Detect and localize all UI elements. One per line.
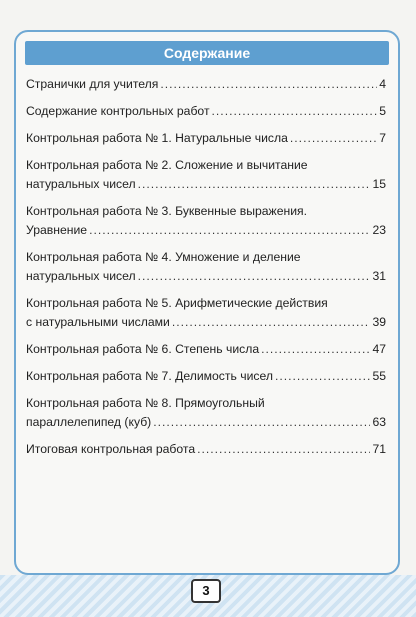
toc-entry (26, 440, 386, 459)
toc-entry-title: Контрольная работа № 2. Сложение и вычитание (26, 158, 308, 172)
toc-leader-dots (89, 221, 370, 240)
toc-leader-dots (290, 129, 377, 148)
toc-leader-dots (261, 340, 370, 359)
toc-entry (26, 248, 386, 286)
toc-entry-title: Контрольная работа № 3. Буквенные выражения. (26, 204, 308, 218)
toc-leader-dots (153, 413, 370, 432)
toc-entry (26, 75, 386, 94)
toc-leader-dots (275, 367, 370, 386)
toc-entry-title: Контрольная работа № 7. Делимость чисел (26, 369, 273, 383)
toc-entry (26, 129, 386, 148)
toc-entry-title: Контрольная работа № 4. Умножение и деление (26, 250, 301, 264)
toc-entry (26, 294, 386, 332)
toc-entry-title: Уравнение (26, 223, 88, 237)
page-number: 3 (191, 579, 221, 603)
toc-entry-title: Контрольная работа № 8. Прямоугольный (26, 396, 265, 410)
toc-entry-page: 39 (372, 315, 386, 329)
toc-heading: Содержание (25, 41, 389, 65)
toc-leader-dots (138, 175, 371, 194)
toc-entry (26, 202, 386, 240)
table-of-contents (26, 75, 386, 467)
toc-entry (26, 394, 386, 432)
toc-entry-page: 15 (372, 177, 386, 191)
toc-leader-dots (197, 440, 370, 459)
toc-entry-page: 7 (379, 131, 386, 145)
toc-entry-page: 31 (372, 269, 386, 283)
toc-entry (26, 102, 386, 121)
toc-entry-title: Содержание контрольных работ (26, 104, 210, 118)
toc-entry-title: натуральных чисел (26, 269, 136, 283)
toc-entry-page: 55 (372, 369, 386, 383)
toc-entry-title: Контрольная работа № 6. Степень числа (26, 342, 260, 356)
toc-entry (26, 156, 386, 194)
toc-entry-page: 47 (372, 342, 386, 356)
toc-leader-dots (212, 102, 378, 121)
toc-entry-title: Странички для учителя (26, 77, 159, 91)
toc-entry-page: 4 (379, 77, 386, 91)
toc-leader-dots (172, 313, 371, 332)
toc-entry (26, 340, 386, 359)
toc-entry-title: с натуральными числами (26, 315, 170, 329)
toc-entry (26, 367, 386, 386)
toc-entry-page: 63 (372, 415, 386, 429)
toc-entry-page: 5 (379, 104, 386, 118)
toc-entry-title: натуральных чисел (26, 177, 136, 191)
toc-leader-dots (138, 267, 371, 286)
toc-entry-title: Контрольная работа № 5. Арифметические действия (26, 296, 328, 310)
toc-entry-page: 71 (372, 442, 386, 456)
toc-leader-dots (160, 75, 377, 94)
toc-entry-title: Контрольная работа № 1. Натуральные числа (26, 131, 288, 145)
toc-entry-title: параллелепипед (куб) (26, 415, 152, 429)
toc-entry-title: Итоговая контрольная работа (26, 442, 196, 456)
toc-entry-page: 23 (372, 223, 386, 237)
